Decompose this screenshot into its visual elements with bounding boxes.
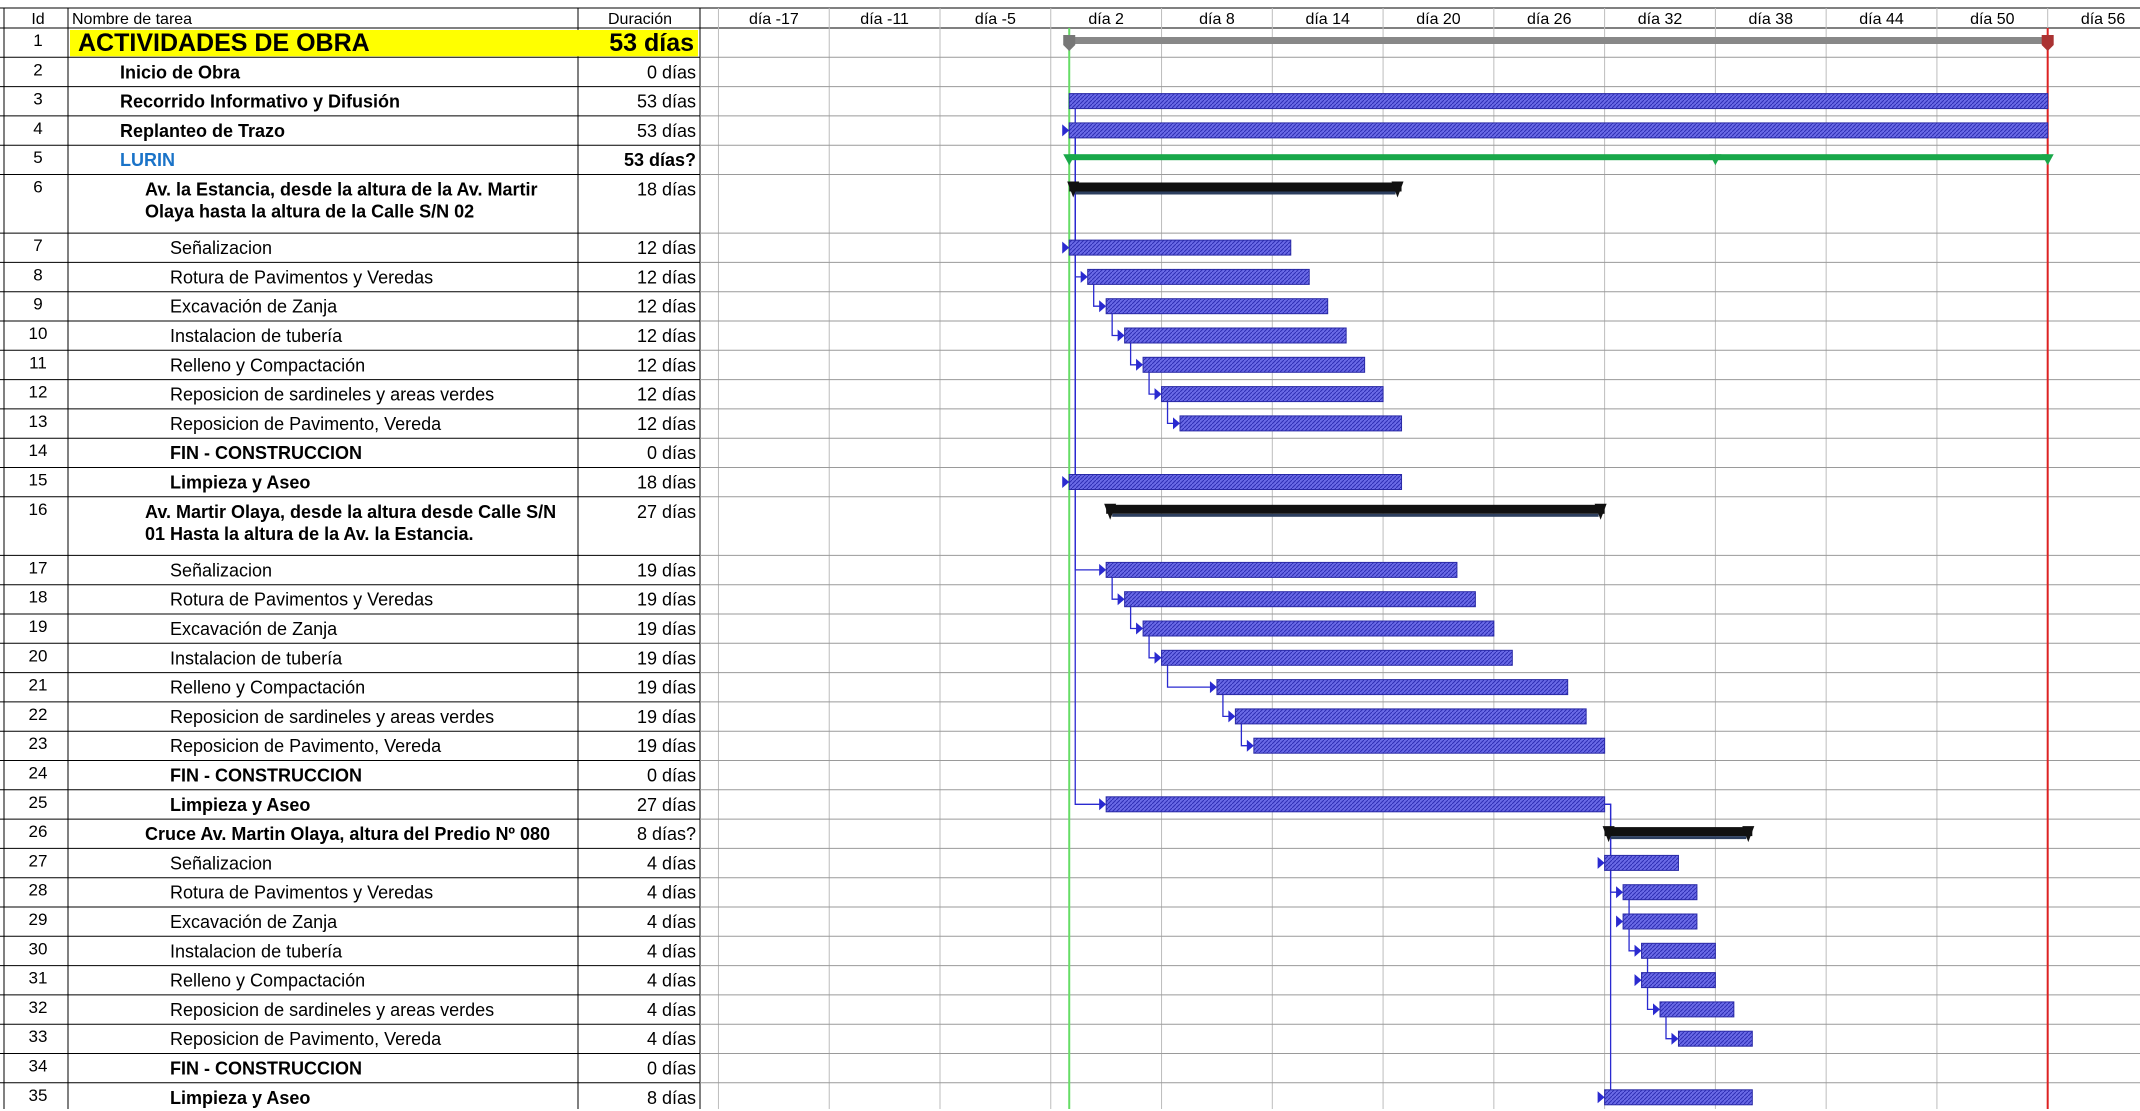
task-bar [1088, 269, 1310, 284]
timescale-label: día 20 [1416, 11, 1461, 28]
task-duration: 0 días [646, 1058, 696, 1079]
dependency-arrow [1081, 271, 1088, 283]
row-id: 7 [33, 236, 43, 256]
task-name: Señalizacion [170, 560, 273, 581]
timescale-label: día 14 [1305, 11, 1350, 28]
dependency-arrow [1155, 388, 1162, 400]
row-id: 26 [28, 822, 48, 842]
row-id: 8 [33, 265, 43, 285]
dependency-arrow [1635, 945, 1642, 957]
task-duration: 53 días? [623, 150, 696, 171]
dependency-arrow [1228, 710, 1235, 722]
row-id: 16 [28, 499, 48, 519]
task-duration: 4 días [646, 1029, 696, 1050]
row-id: 2 [33, 60, 43, 80]
dependency-arrow [1062, 242, 1069, 254]
row-id: 17 [28, 558, 48, 578]
row-id: 4 [33, 118, 43, 138]
task-name-line: 01 Hasta la altura de la Av. la Estancia. [145, 523, 474, 544]
task-name: Limpieza y Aseo [170, 794, 311, 815]
task-name: Limpieza y Aseo [170, 472, 311, 493]
project-end-cap [2042, 35, 2054, 51]
task-duration: 4 días [646, 912, 696, 932]
task-duration: 0 días [646, 765, 696, 786]
header-id: Id [31, 11, 45, 28]
task-duration: 53 días [609, 29, 694, 57]
dependency-arrow [1118, 330, 1125, 342]
task-bar [1642, 973, 1716, 988]
task-bar [1642, 943, 1716, 958]
task-name: FIN - CONSTRUCCION [170, 1058, 362, 1079]
dependency-arrow [1653, 1003, 1660, 1015]
row-id: 11 [29, 353, 47, 373]
timescale-label: día 2 [1088, 11, 1124, 28]
dependency-arrow [1635, 974, 1642, 986]
task-name: Reposicion de sardineles y areas verdes [170, 999, 495, 1020]
row-id: 10 [28, 324, 48, 343]
row-id: 29 [28, 910, 48, 929]
dependency-arrow [1155, 652, 1162, 664]
dependency-arrow [1062, 476, 1069, 488]
task-duration: 12 días [636, 413, 696, 434]
task-bar [1605, 1090, 1753, 1105]
task-bar [1254, 738, 1605, 753]
dependency-arrow [1136, 623, 1143, 635]
task-name: Inicio de Obra [120, 62, 241, 83]
task-name: Relleno y Compactación [170, 970, 366, 991]
task-name: Reposicion de sardineles y areas verdes [170, 384, 495, 405]
row-id: 9 [33, 294, 43, 314]
dependency-arrow [1598, 857, 1605, 869]
task-bar [1660, 1002, 1734, 1017]
task-duration: 12 días [636, 355, 696, 376]
task-bar [1217, 680, 1568, 695]
project-start-cap [1063, 35, 1075, 51]
task-name: Excavación de Zanja [170, 619, 338, 639]
row-id: 13 [28, 411, 48, 431]
task-name: Rotura de Pavimentos y Veredas [170, 882, 434, 903]
row-id: 22 [28, 704, 48, 724]
task-bar [1106, 299, 1328, 314]
dependency-arrow [1210, 681, 1217, 693]
task-duration: 53 días [636, 91, 696, 112]
task-duration: 12 días [636, 267, 696, 288]
task-bar [1069, 240, 1291, 255]
task-name: Instalacion de tubería [170, 941, 343, 962]
task-duration: 4 días [646, 853, 696, 874]
row-id: 24 [28, 763, 48, 783]
task-duration: 12 días [636, 296, 696, 317]
summary-bar [1106, 505, 1604, 514]
task-name: Instalacion de tubería [170, 648, 343, 669]
task-duration: 0 días [646, 443, 696, 464]
dependency-arrow [1616, 886, 1623, 898]
dependency-arrow [1062, 124, 1069, 136]
task-name: Relleno y Compactación [170, 355, 366, 376]
group-summary-bar [1069, 154, 2047, 160]
task-duration: 19 días [636, 648, 696, 669]
row-id: 1 [33, 31, 43, 50]
task-name: Instalacion de tubería [170, 326, 343, 346]
task-duration: 12 días [636, 238, 696, 259]
row-id: 20 [28, 646, 48, 666]
row-id: 28 [28, 880, 48, 900]
task-bar [1180, 416, 1402, 431]
task-duration: 18 días [636, 472, 696, 493]
timescale-label: día 38 [1748, 11, 1794, 28]
row-id: 21 [28, 675, 48, 695]
row-id: 3 [33, 89, 43, 109]
task-table [29, 29, 698, 1108]
row-id: 27 [28, 851, 48, 871]
task-name: Rotura de Pavimentos y Veredas [170, 267, 434, 288]
dependency-arrow [1099, 564, 1106, 576]
timescale-label: día 26 [1526, 11, 1572, 28]
bar-layer [1063, 35, 2053, 1105]
timescale-header [31, 11, 2125, 28]
task-bar [1235, 709, 1586, 724]
task-bar [1143, 621, 1494, 636]
task-duration: 8 días? [636, 824, 696, 845]
task-name: FIN - CONSTRUCCION [170, 443, 362, 464]
summary-bar-shadow [1075, 192, 1395, 195]
task-bar [1623, 885, 1697, 900]
task-duration: 4 días [646, 970, 696, 991]
task-bar [1162, 387, 1384, 402]
task-name: Reposicion de Pavimento, Vereda [170, 736, 442, 757]
task-duration: 19 días [636, 736, 696, 757]
task-bar [1069, 475, 1401, 490]
row-id: 15 [28, 470, 48, 490]
task-name: Señalizacion [170, 238, 273, 259]
task-duration: 12 días [636, 384, 696, 405]
task-name: Reposicion de Pavimento, Vereda [170, 1029, 442, 1050]
dependency-arrow [1099, 798, 1106, 810]
summary-bar-shadow [1112, 514, 1598, 517]
row-id: 34 [28, 1056, 48, 1076]
task-name: LURIN [120, 150, 175, 171]
header-name: Nombre de tarea [72, 11, 193, 28]
task-name-line: Av. la Estancia, desde la altura de la Av. Martir [145, 179, 538, 200]
row-id: 32 [28, 997, 48, 1017]
row-id: 25 [28, 792, 48, 812]
task-bar [1623, 914, 1697, 929]
task-duration: 19 días [636, 589, 696, 610]
task-duration: 4 días [646, 941, 696, 962]
row-id: 18 [28, 587, 48, 607]
task-duration: 19 días [636, 677, 696, 698]
timescale-label: día 56 [2080, 11, 2126, 28]
task-bar [1069, 123, 2047, 138]
timescale-label: día -11 [860, 11, 909, 28]
row-id: 19 [28, 617, 48, 636]
task-bar [1125, 328, 1347, 343]
project-summary-bar [1069, 37, 2047, 44]
task-name: Recorrido Informativo y Difusión [120, 91, 401, 112]
summary-bar [1069, 183, 1401, 192]
timescale-label: día -5 [974, 11, 1016, 28]
dependency-arrow [1247, 740, 1254, 752]
task-bar [1125, 592, 1476, 607]
timescale-label: día 8 [1199, 11, 1235, 28]
row-id: 23 [28, 734, 48, 754]
dependency-arrow [1173, 417, 1180, 429]
timescale-label: día 44 [1859, 11, 1904, 28]
task-bar [1678, 1031, 1752, 1046]
task-name [145, 502, 556, 544]
task-name: Limpieza y Aseo [170, 1087, 311, 1108]
row-id: 31 [28, 968, 48, 988]
row-id: 30 [28, 939, 48, 959]
task-bar [1162, 650, 1513, 665]
dependency-arrow [1136, 359, 1143, 371]
dependency-arrow [1598, 1091, 1605, 1103]
task-name: ACTIVIDADES DE OBRA [78, 29, 370, 57]
row-id: 5 [33, 148, 43, 168]
timescale-label: día 32 [1637, 11, 1683, 28]
task-bar [1069, 94, 2047, 109]
timescale-label: día 50 [1970, 11, 2015, 28]
task-name: Señalizacion [170, 853, 273, 874]
summary-bar-shadow [1611, 836, 1747, 839]
task-duration: 12 días [636, 326, 696, 346]
task-duration: 18 días [636, 179, 696, 200]
task-name: Relleno y Compactación [170, 677, 366, 698]
row-id: 14 [28, 441, 48, 461]
task-bar [1605, 855, 1679, 870]
task-name: FIN - CONSTRUCCION [170, 765, 362, 786]
task-bar [1106, 562, 1457, 577]
task-name: Excavación de Zanja [170, 296, 338, 317]
task-bar [1106, 797, 1604, 812]
task-name: Reposicion de sardineles y areas verdes [170, 706, 495, 727]
task-duration: 0 días [646, 62, 696, 83]
task-bar [1143, 357, 1365, 372]
row-id: 12 [28, 382, 48, 402]
task-duration: 8 días [646, 1087, 696, 1108]
task-name: Cruce Av. Martin Olaya, altura del Predio Nº 080 [145, 824, 551, 845]
dependency-link [1168, 665, 1211, 687]
summary-bar [1605, 827, 1753, 836]
task-name-line: Av. Martir Olaya, desde la altura desde Calle S/N [145, 501, 557, 522]
task-duration: 27 días [636, 501, 696, 522]
task-duration: 4 días [646, 999, 696, 1020]
row-id: 6 [33, 177, 43, 197]
dependency-arrow [1118, 593, 1125, 605]
row-id: 35 [28, 1085, 48, 1105]
task-duration: 27 días [636, 794, 696, 815]
task-name-line: Olaya hasta la altura de la Calle S/N 02 [145, 201, 475, 222]
task-duration: 53 días [636, 120, 696, 141]
dependency-arrow [1671, 1033, 1678, 1045]
task-name [145, 180, 537, 222]
task-name: Reposicion de Pavimento, Vereda [170, 413, 442, 434]
task-name: Replanteo de Trazo [120, 120, 286, 141]
task-duration: 19 días [636, 706, 696, 727]
task-duration: 4 días [646, 882, 696, 903]
task-duration: 19 días [636, 619, 696, 639]
dependency-link [1075, 138, 1100, 804]
dependency-arrow [1099, 300, 1106, 312]
timescale-label: día -17 [748, 11, 799, 28]
dependency-arrow [1616, 916, 1623, 928]
dependency-link [1075, 138, 1100, 570]
header-duration: Duración [607, 11, 673, 28]
task-duration: 19 días [636, 560, 696, 581]
task-name: Excavación de Zanja [170, 912, 338, 932]
row-id: 33 [28, 1027, 48, 1047]
task-name: Rotura de Pavimentos y Veredas [170, 589, 434, 610]
